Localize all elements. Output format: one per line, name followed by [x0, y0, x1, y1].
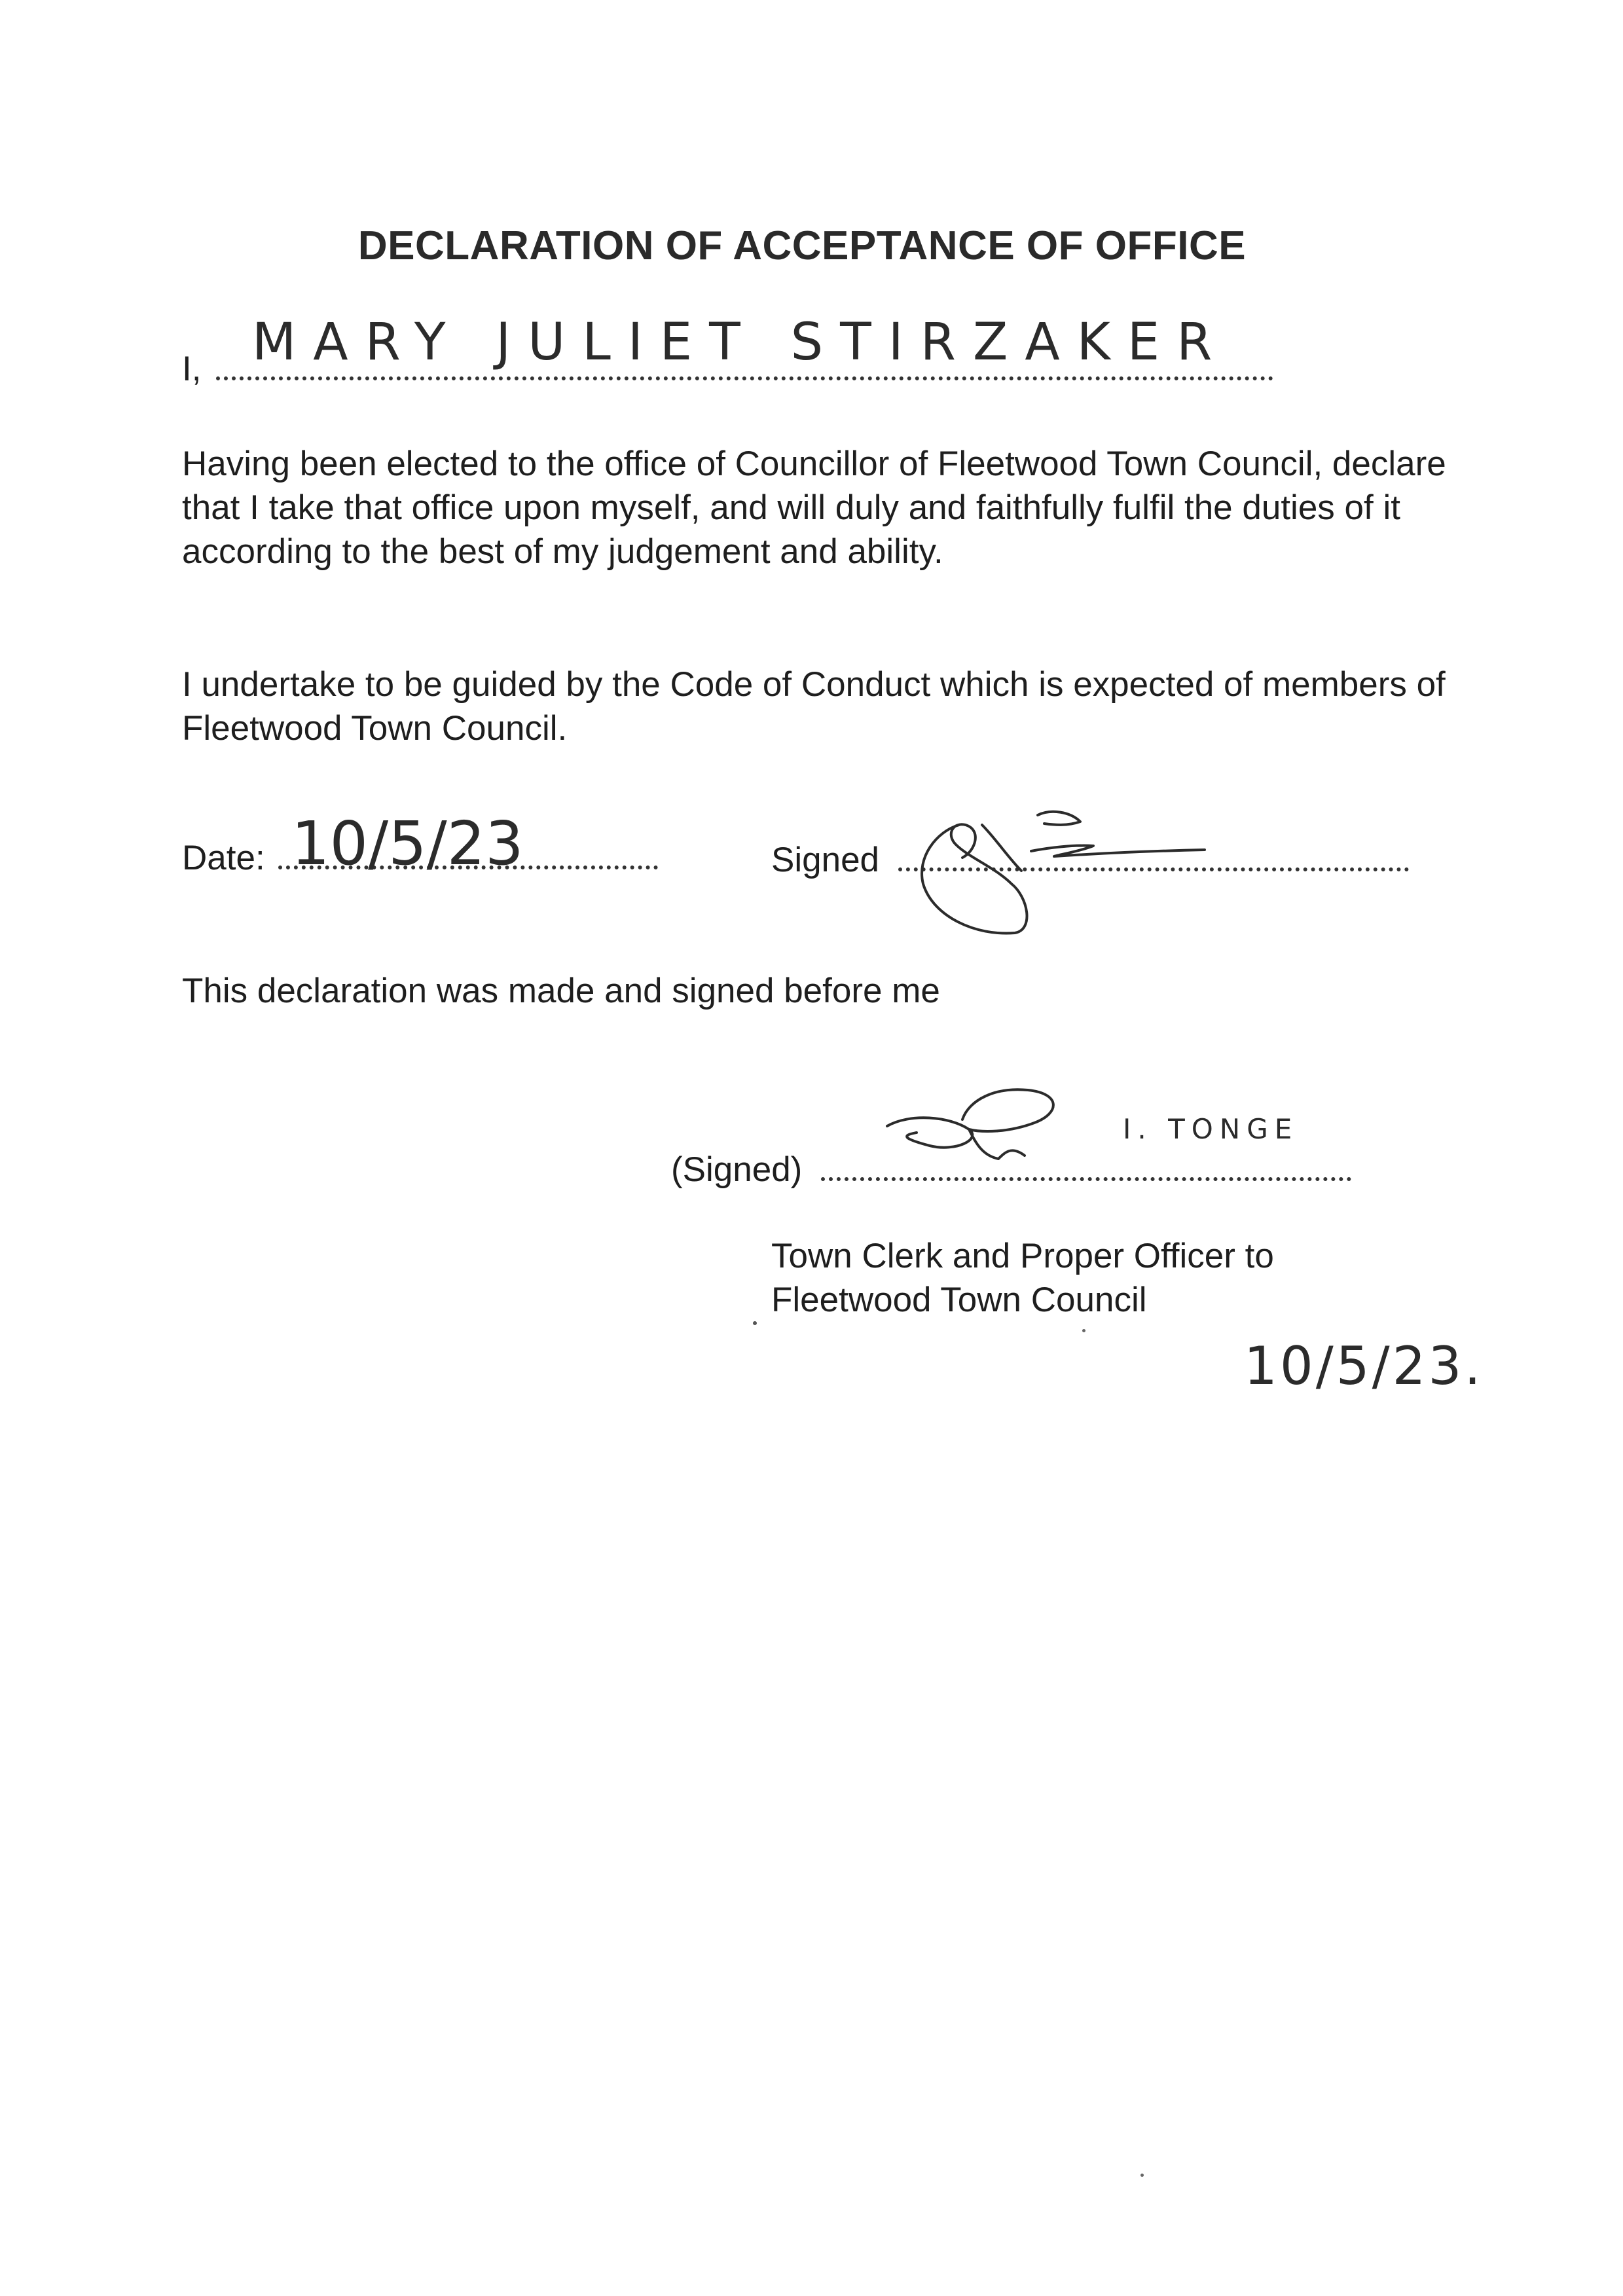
scan-speck: [1140, 2174, 1144, 2177]
declarant-signature: [897, 786, 1237, 943]
signed-label: Signed: [771, 841, 880, 879]
document-title: DECLARATION OF ACCEPTANCE OF OFFICE: [357, 223, 1247, 268]
date-label: Date:: [182, 839, 265, 877]
name-dotted-line: [216, 376, 1273, 380]
declarant-name-handwritten: MARY JULIET STIRZAKER: [252, 313, 1230, 372]
name-prefix: I,: [182, 350, 202, 388]
date-handwritten: 10/5/23: [291, 809, 524, 879]
officer-title-line-1: Town Clerk and Proper Officer to: [771, 1237, 1274, 1275]
witness-statement: This declaration was made and signed before me: [182, 972, 940, 1010]
witness-name-handwritten: I. TONGE: [1123, 1113, 1299, 1145]
witness-signature: [871, 1067, 1080, 1178]
code-of-conduct-paragraph: I undertake to be guided by the Code of Conduct which is expected of members of Fleetwood Town Council.: [182, 665, 1446, 748]
scan-speck: [1082, 1329, 1085, 1332]
scan-speck: [753, 1321, 757, 1325]
officer-title-line-2: Fleetwood Town Council: [771, 1281, 1147, 1319]
officer-date-handwritten: 10/5/23.: [1244, 1336, 1484, 1396]
witness-signed-label: (Signed): [671, 1150, 803, 1189]
declaration-paragraph: Having been elected to the office of Councillor of Fleetwood Town Council, declare that I take that office upon myself, and will duly and faithfully fulfil the duties of it according to the best of my judgement and ability.: [182, 445, 1446, 571]
